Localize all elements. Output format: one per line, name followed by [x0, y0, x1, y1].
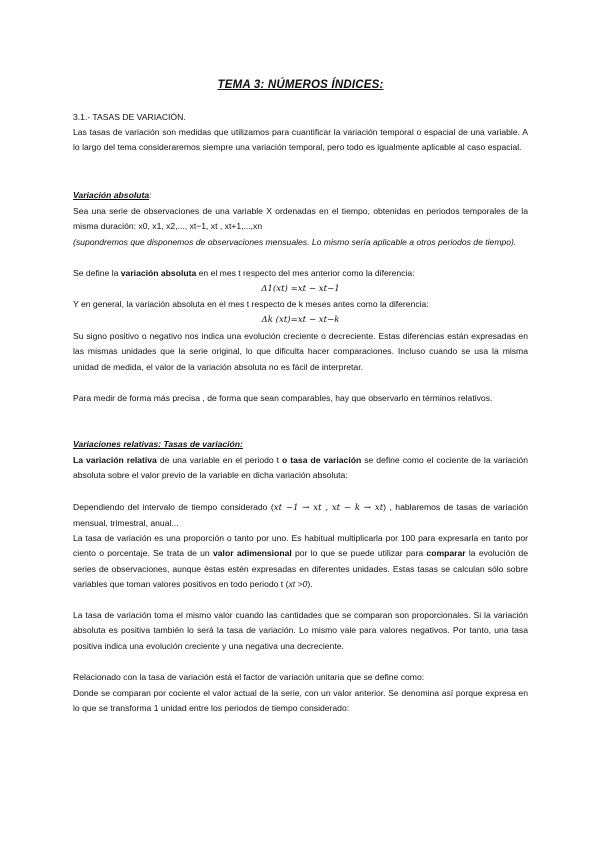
proportion-paragraph	[73, 531, 528, 593]
formula-delta-1: Δ1(xt) =xt − xt−1	[261, 284, 340, 294]
rel-post: se define como el cociente de la variación absoluta sobre el valor previo de la variable en dicha variación absoluta:	[73, 455, 528, 481]
def-bold: variación absoluta	[120, 268, 197, 278]
rel-bold-2: o tasa de variación	[282, 455, 362, 465]
prop-post: la evolución de series de observaciones, aunque éstas estén expresadas en diferentes unidades. Estas tasas se calculan sólo sobre variables que toman valores positivos en todo periodo t (	[73, 548, 528, 590]
quotient-paragraph: Donde se comparan por cociente el valor actual de la serie, con un valor anterior. Se denomina así porque expresa en lo que se transforma 1 unidad entre los periodos de tiempo considerado:	[73, 688, 528, 714]
relative-definition	[73, 453, 528, 484]
interval-pre: Dependiendo del intervalo de tiempo considerado (	[73, 502, 274, 512]
relative-variation-heading	[73, 437, 528, 452]
series-definition: Sea una serie de observaciones de una variable X ordenadas en el tiempo, obtenidas en periodos temporales de la misma duración: x0, x1, x2,..., xt−1, xt , xt+1,...,xn	[73, 206, 528, 232]
absolute-variation-heading	[73, 188, 528, 203]
relative-measure-paragraph: Para medir de forma más precisa , de forma que sean comparables, hay que observarlo en términos relativos.	[73, 393, 493, 403]
interval-formula: xt −1 → xt , xt − k → xt	[273, 503, 384, 513]
intro-paragraph: Las tasas de variación son medidas que utilizamos para cuantificar la variación temporal o espacial de una variable. A lo largo del tema consideraremos siempre una variación temporal, pero todo es igualmente aplicable al caso espacial.	[73, 127, 528, 153]
page-title: TEMA 3: NÚMEROS ÍNDICES:	[217, 79, 384, 91]
formula-delta-k: Δk (xt)=xt − xt−k	[261, 315, 340, 325]
section-heading: 3.1.- TASAS DE VARIACIÓN.	[73, 112, 186, 122]
unit-factor-paragraph: Relacionado con la tasa de variación está el factor de variación unitaria que se define como:	[73, 672, 425, 682]
proportional-paragraph: La tasa de variación toma el mismo valor cuando las cantidades que se comparan son proporcionales. Si la variación absoluta es positiva también lo será la tasa de variación. Lo mismo vale para valores negativos. Por tanto, una tasa positiva indica una evolución creciente y una negativa una decreciente.	[73, 610, 528, 651]
rel-mid: de una variable en el periodo t	[156, 455, 283, 465]
interval-post: ) , hablaremos de tasas de variación mensual, trimestral, anual...	[73, 502, 528, 529]
def-post: en el mes t respecto del mes anterior como la diferencia:	[196, 268, 415, 278]
series-note: (supondremos que disponemos de observaciones mensuales. Lo mismo sería aplicable a otros periodos de tiempo).	[73, 237, 517, 247]
relative-variation-title: Variaciones relativas: Tasas de variación:	[73, 439, 243, 449]
absolute-definition	[73, 266, 528, 281]
prop-formula: xt >0	[288, 579, 308, 590]
prop-bold-2: comparar	[426, 548, 466, 559]
interval-paragraph	[73, 500, 528, 532]
prop-bold: valor adimensional	[213, 548, 292, 559]
rel-bold-1: La variación relativa	[73, 455, 157, 465]
sign-paragraph: Su signo positivo o negativo nos indica una evolución creciente o decreciente. Estas diferencias están expresadas en las mismas unidades que la serie original, lo que dificulta hacer comparaciones. Incluso cuando se usa la misma unidad de medida, el valor de la variación absoluta no es fácil de interpretar.	[73, 331, 528, 372]
prop-end: ).	[307, 579, 313, 590]
general-definition: Y en general, la variación absoluta en el mes t respecto de k meses antes como la diferencia:	[73, 299, 429, 309]
prop-mid: por lo que se puede utilizar para	[291, 548, 427, 559]
absolute-variation-title: Variación absoluta	[73, 190, 150, 200]
prop-pre: La tasa de variación es una proporción o tanto por uno. Es habitual multiplicarla por 100 para expresarla en tanto por ciento o porcentaje. Se trata de un	[73, 533, 528, 559]
heading-colon: :	[149, 190, 152, 200]
def-pre: Se define la	[73, 268, 121, 278]
